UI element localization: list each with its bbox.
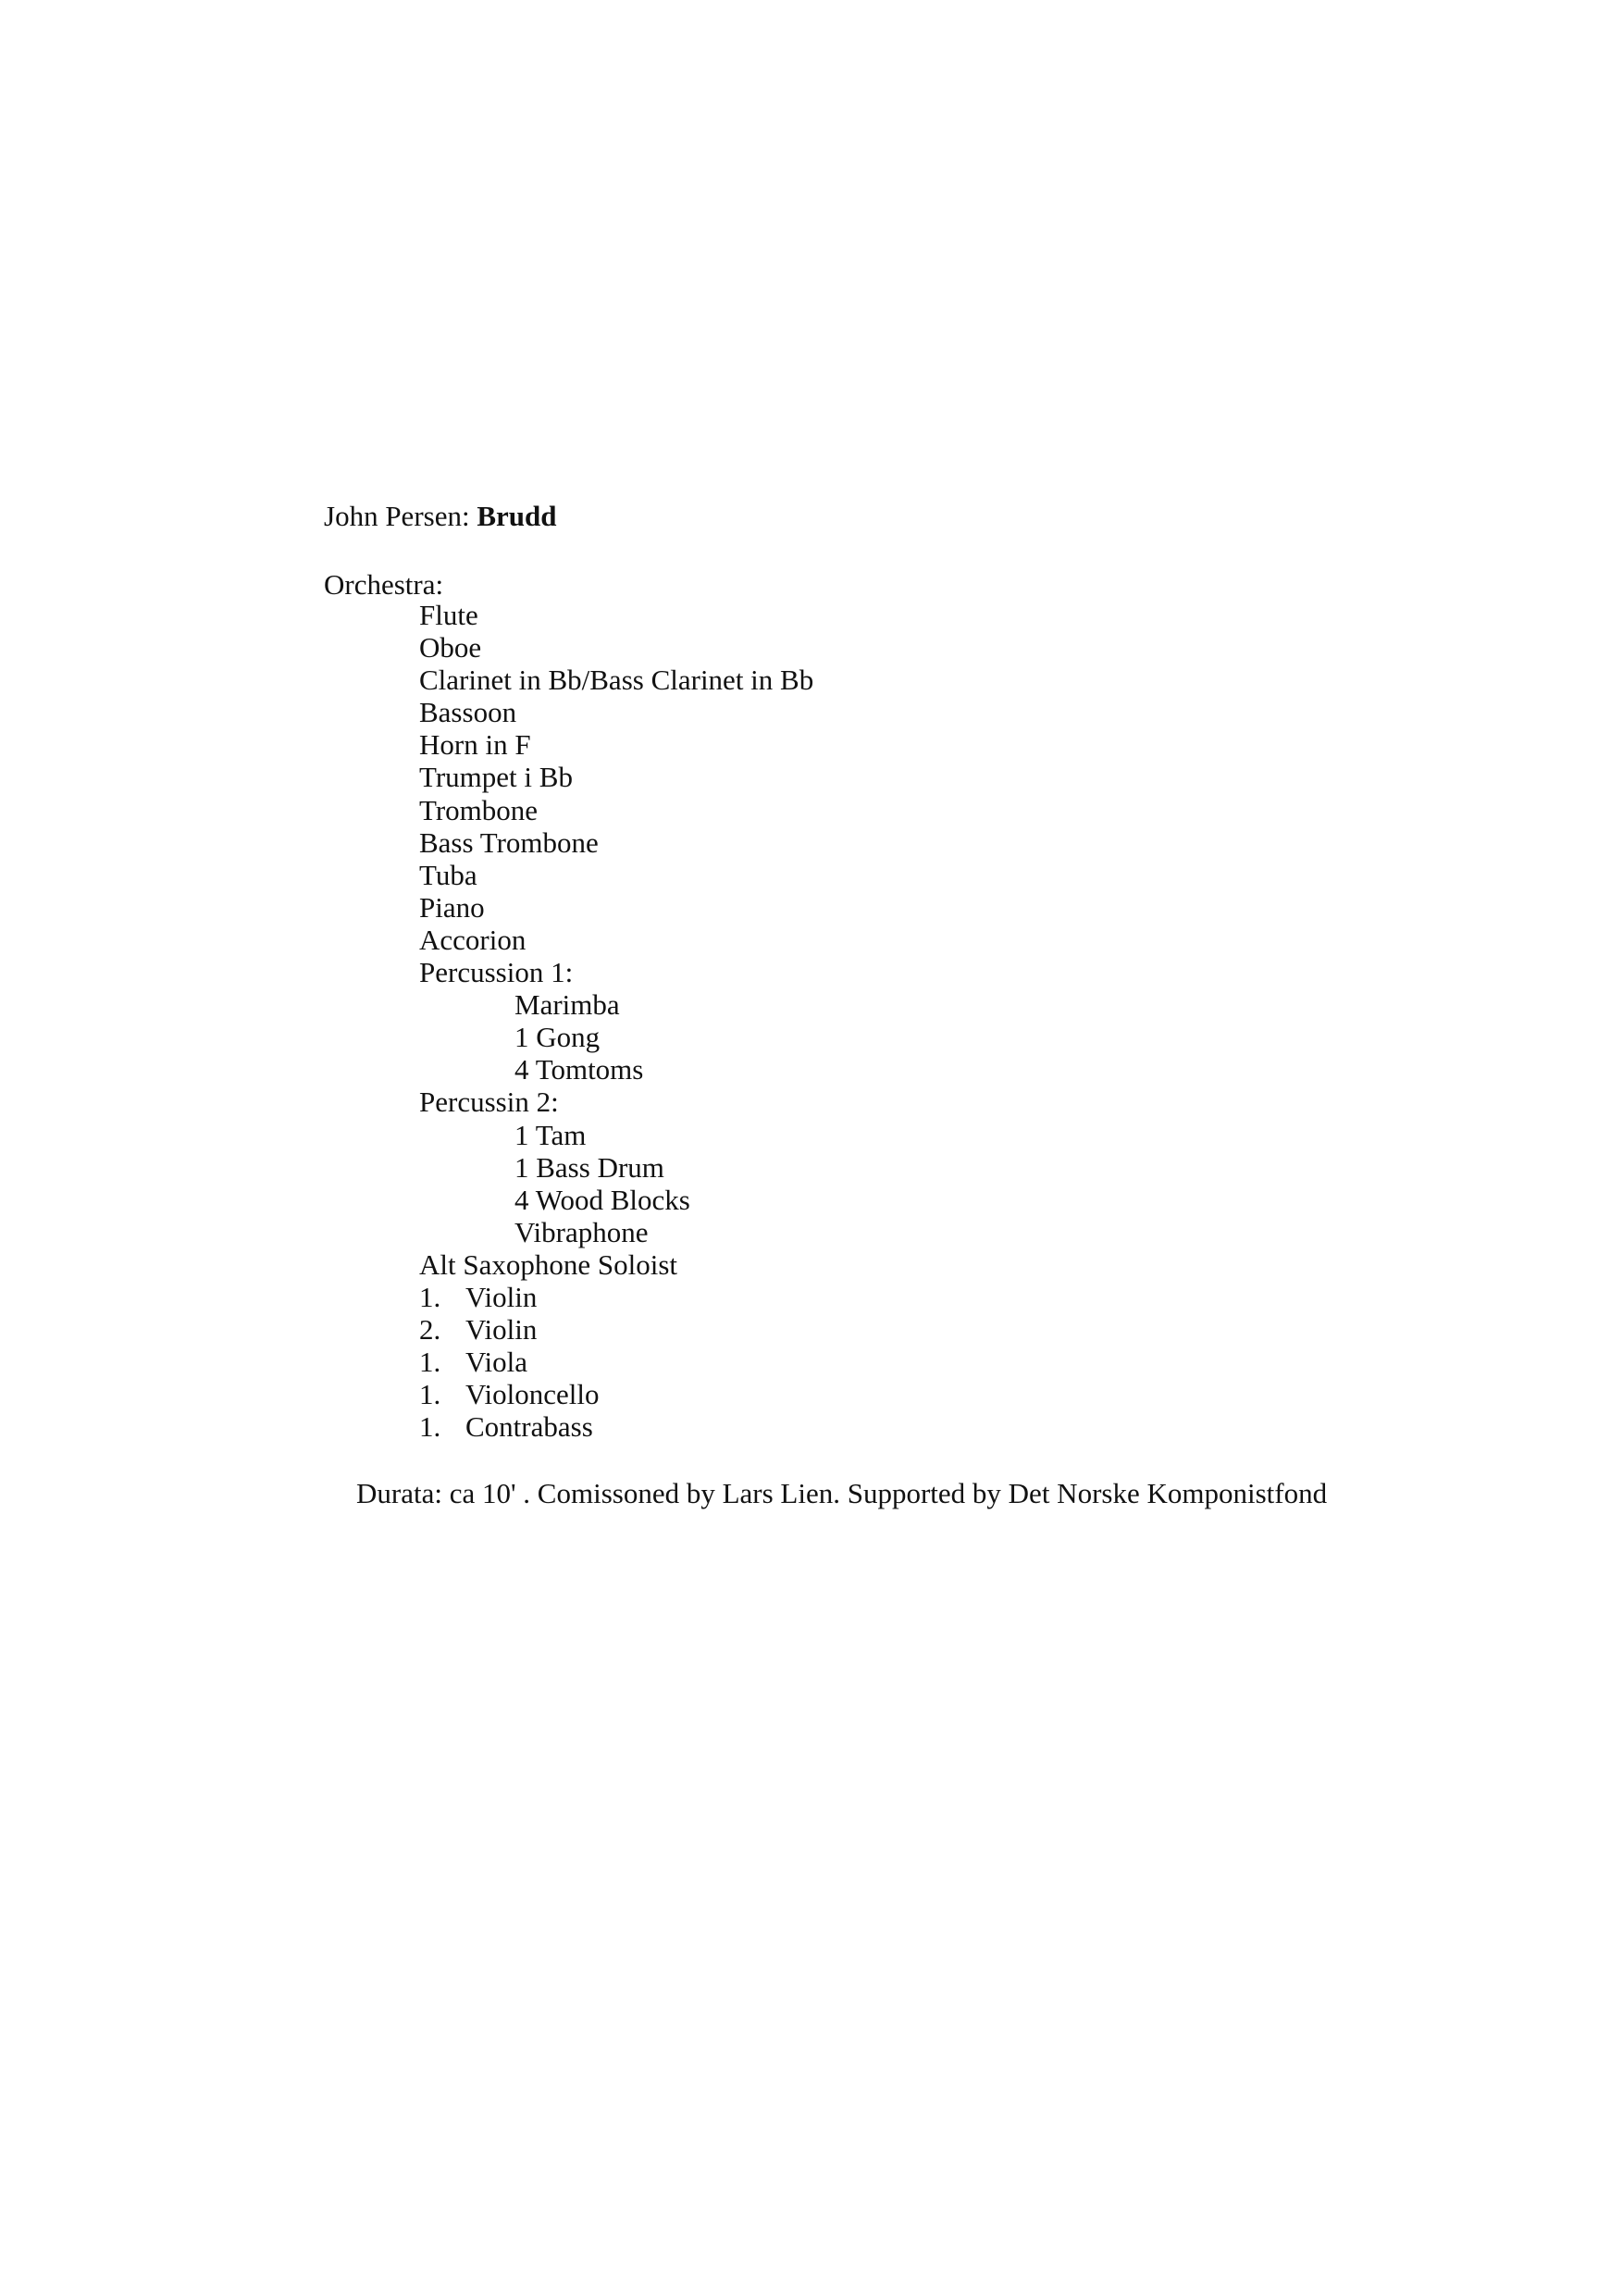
instrument-item: Clarinet in Bb/Bass Clarinet in Bb	[419, 664, 814, 697]
string-item-label: Violin	[465, 1313, 538, 1347]
percussion-instrument-item: 1 Gong	[514, 1021, 601, 1054]
string-item-label: Contrabass	[465, 1410, 593, 1444]
percussion-instrument-item: Marimba	[514, 988, 620, 1022]
string-item-label: Violin	[465, 1280, 538, 1313]
instrument-list	[419, 599, 813, 1443]
instrument-item: Accorion	[419, 923, 527, 956]
instrument-item: Trumpet i Bb	[419, 761, 573, 794]
string-item-number: 1.	[419, 1378, 441, 1411]
string-item	[419, 1346, 813, 1378]
instrument-item: Alt Saxophone Soloist	[419, 1247, 678, 1281]
percussion-group-heading: Percussin 2:	[419, 1086, 559, 1119]
percussion-instrument-item: 4 Wood Blocks	[514, 1183, 690, 1216]
instrument-item: Bassoon	[419, 696, 517, 729]
string-item-number: 2.	[419, 1313, 441, 1347]
string-item-label: Violoncello	[465, 1378, 600, 1411]
string-item	[419, 1313, 813, 1346]
string-item-number: 1.	[419, 1280, 441, 1313]
string-item-label: Viola	[465, 1346, 528, 1379]
string-item	[419, 1410, 813, 1443]
string-item	[419, 1281, 813, 1313]
orchestra-label: Orchestra:	[324, 568, 444, 601]
duration-credits-line: Durata: ca 10' . Comissoned by Lars Lien. Supported by Det Norske Komponistfond	[356, 1477, 1328, 1509]
percussion-instrument-item: 4 Tomtoms	[514, 1053, 644, 1086]
percussion-instrument-item: Vibraphone	[514, 1215, 649, 1248]
work-title: Brudd	[477, 500, 557, 532]
string-item-number: 1.	[419, 1410, 441, 1444]
percussion-instrument-item: 1 Bass Drum	[514, 1150, 664, 1184]
instrument-item: Tuba	[419, 858, 477, 891]
instrument-item: Bass Trombone	[419, 825, 599, 859]
string-item	[419, 1378, 813, 1410]
instrument-item: Trombone	[419, 793, 539, 826]
percussion-instrument-item: 1 Tam	[514, 1118, 587, 1151]
composer-name: John Persen:	[324, 500, 470, 532]
string-item-number: 1.	[419, 1346, 441, 1379]
title-line	[324, 498, 557, 535]
instrument-item: Flute	[419, 599, 478, 631]
instrument-item: Piano	[419, 890, 485, 924]
instrument-item: Oboe	[419, 631, 482, 664]
instrument-item: Horn in F	[419, 728, 531, 762]
percussion-group-heading: Percussion 1:	[419, 956, 574, 989]
